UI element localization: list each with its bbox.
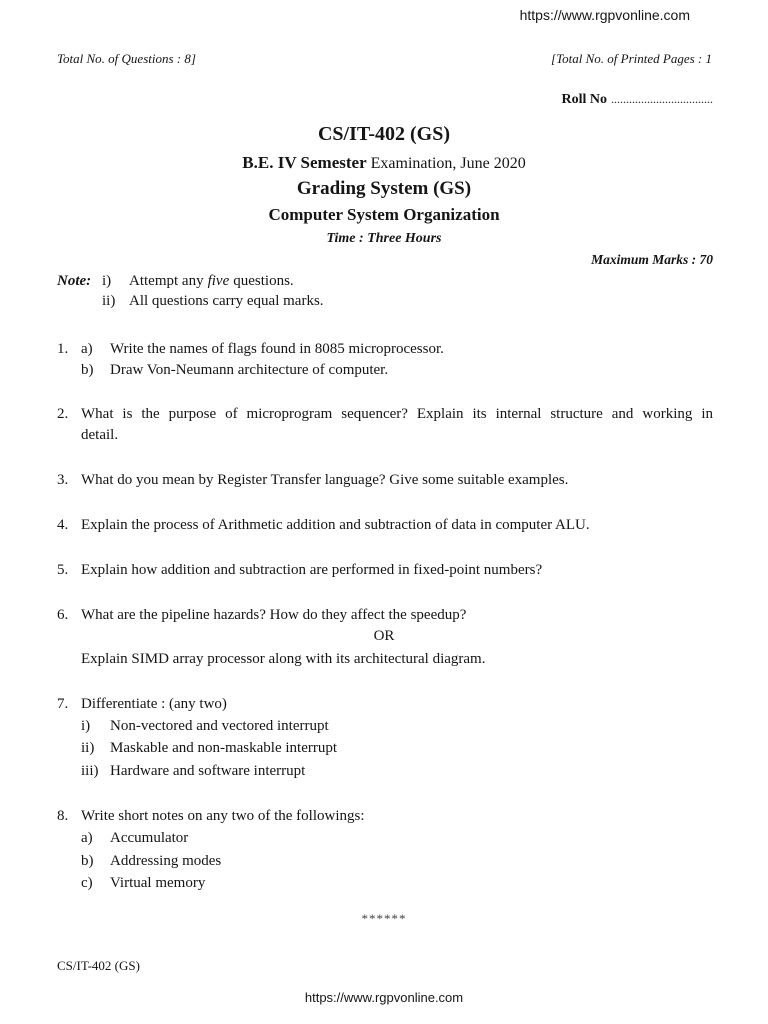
question-8-item-1-text: Accumulator bbox=[110, 830, 189, 846]
question-8-item-2-label: b) bbox=[81, 853, 94, 869]
note-item-2-text: All questions carry equal marks. bbox=[129, 293, 324, 309]
question-7-number: 7. bbox=[57, 696, 69, 712]
question-5-text: Explain how addition and subtraction are performed in fixed-point numbers? bbox=[81, 562, 543, 578]
question-2-text-line-1: What is the purpose of microprogram sequencer? Explain its internal structure and working in bbox=[81, 406, 713, 422]
total-questions: Total No. of Questions : 8] bbox=[57, 51, 196, 66]
subject-title: Computer System Organization bbox=[268, 205, 500, 224]
question-1a-text: Write the names of flags found in 8085 microprocessor. bbox=[110, 341, 444, 357]
semester-line bbox=[0, 151, 768, 176]
question-8-text: Write short notes on any two of the followings: bbox=[81, 808, 365, 824]
question-3-number: 3. bbox=[57, 472, 69, 488]
footer-paper-code: CS/IT-402 (GS) bbox=[57, 958, 140, 973]
note-item-2-number: ii) bbox=[102, 293, 116, 309]
question-7-item-1-label: i) bbox=[81, 718, 91, 734]
question-7-item-1-text: Non-vectored and vectored interrupt bbox=[110, 718, 329, 734]
question-6-number: 6. bbox=[57, 607, 69, 623]
note-label: Note: bbox=[57, 273, 92, 289]
roll-no-label: Roll No bbox=[561, 92, 607, 107]
question-1b-text: Draw Von-Neumann architecture of computer. bbox=[110, 362, 389, 378]
question-3-text: What do you mean by Register Transfer language? Give some suitable examples. bbox=[81, 472, 569, 488]
note-item-1-pre: Attempt any bbox=[129, 273, 204, 289]
question-7-item-2-label: ii) bbox=[81, 740, 95, 756]
roll-no-field bbox=[562, 89, 714, 110]
question-6-alternative-text: Explain SIMD array processor along with its architectural diagram. bbox=[81, 651, 486, 667]
question-7-item-2-text: Maskable and non-maskable interrupt bbox=[110, 740, 338, 756]
grading-system-title: Grading System (GS) bbox=[296, 178, 472, 199]
top-source-url: https://www.rgpvonline.com bbox=[519, 7, 690, 23]
examination-date: Examination, June 2020 bbox=[370, 155, 526, 172]
note-item-1-number: i) bbox=[102, 273, 112, 289]
question-4-text: Explain the process of Arithmetic addition and subtraction of data in computer ALU. bbox=[81, 517, 590, 533]
question-8-item-3-label: c) bbox=[81, 875, 93, 891]
time-allowed: Time : Three Hours bbox=[326, 231, 442, 246]
question-7-text: Differentiate : (any two) bbox=[81, 696, 227, 712]
question-7-item-3-text: Hardware and software interrupt bbox=[110, 763, 306, 779]
note-item-1-post: questions. bbox=[233, 273, 294, 289]
paper-code: CS/IT-402 (GS) bbox=[317, 123, 451, 145]
semester-label: B.E. IV Semester bbox=[242, 153, 367, 172]
question-8-item-2-text: Addressing modes bbox=[110, 853, 222, 869]
question-8-number: 8. bbox=[57, 808, 69, 824]
maximum-marks: Maximum Marks : 70 bbox=[591, 252, 713, 267]
question-1b-label: b) bbox=[81, 362, 94, 378]
question-4-number: 4. bbox=[57, 517, 69, 533]
question-1-number: 1. bbox=[57, 341, 69, 357]
question-6-or: OR bbox=[373, 628, 395, 644]
question-8-item-1-label: a) bbox=[81, 830, 93, 846]
question-2-text-line-2: detail. bbox=[81, 427, 119, 443]
question-5-number: 5. bbox=[57, 562, 69, 578]
note-item-1-text bbox=[129, 271, 294, 291]
question-6-text: What are the pipeline hazards? How do they affect the speedup? bbox=[81, 607, 467, 623]
question-7-item-3-label: iii) bbox=[81, 763, 99, 779]
end-of-paper-stars: ****** bbox=[361, 911, 407, 926]
note-item-1-emphasis: five bbox=[207, 273, 230, 289]
bottom-source-url: https://www.rgpvonline.com bbox=[304, 990, 464, 1005]
question-1a-label: a) bbox=[81, 341, 93, 357]
total-printed-pages: [Total No. of Printed Pages : 1 bbox=[551, 51, 712, 66]
roll-no-dots: .................................. bbox=[611, 92, 713, 106]
question-8-item-3-text: Virtual memory bbox=[110, 875, 206, 891]
question-2-number: 2. bbox=[57, 406, 69, 422]
